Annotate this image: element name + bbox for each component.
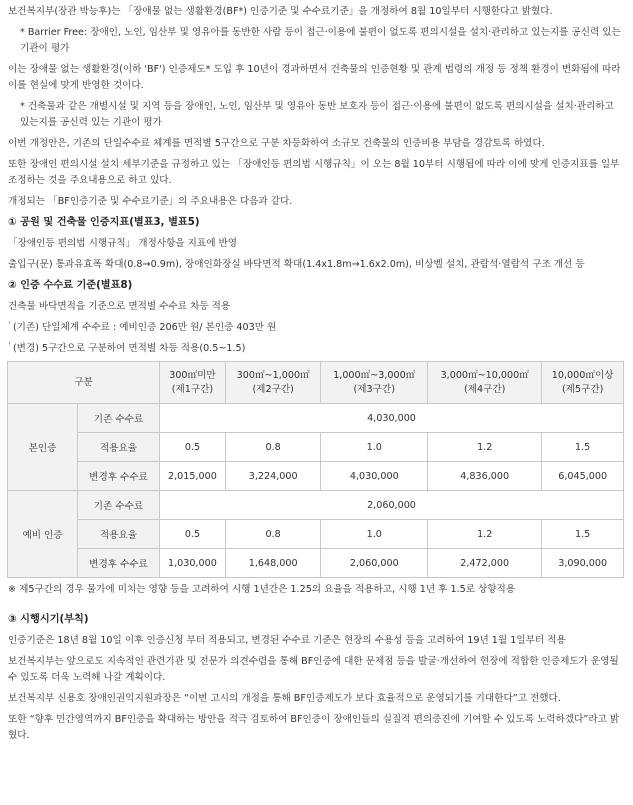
header-tier-3: 1,000㎡~3,000㎡ (제3구간) [321,362,428,404]
section3-line2: 보건복지부는 앞으로도 지속적인 관련기관 및 전문가 의견수렴을 통해 BF인증에 대한 문제점 등을 발굴·개선하여 현장에 적합한 인증제도가 운영될 수 있도록 더욱 노력해 나갈 계획이다. [8,656,619,683]
rate-cell: 1.2 [428,520,542,549]
header-tier-2: 300㎡~1,000㎡ (제2구간) [225,362,321,404]
changed-fee-cell: 2,015,000 [160,462,226,491]
table-row [8,462,624,491]
fee-table-header-row [8,362,624,404]
section3-line1: 인증기준은 18년 8월 10일 이후 인증신청 부터 적용되고, 변경된 수수료 기준은 현장의 수용성 등을 고려하여 19년 1월 1일부터 적용 [8,635,566,646]
system-footnote: * 건축물과 같은 개별시설 및 지역 등을 장애인, 노인, 임산부 및 영유아 동반 보호자 등이 접근·이용에 불편이 없도록 편의시설을 설치·관리하고 있는지를 공신력 있는 기관이 평가 [20,101,614,128]
changed-fee-cell: 2,472,000 [428,549,542,578]
section3-line3: 보건복지부 신용호 장애인권익지원과장은 “이번 고시의 개정을 통해 BF인증제도가 보다 효율적으로 운영되기를 기대한다”고 전했다. [8,693,561,704]
fee-new-text: (변경) 5구간으로 구분하여 면적별 차등 적용(0.5~1.5) [12,343,246,354]
rate-cell: 1.0 [321,433,428,462]
section1-heading: ① 공원 및 건축물 인증지표(별표3, 별표5) [8,217,200,228]
rate-cell: 1.5 [542,520,624,549]
section2-line1: 건축물 바닥면적을 기준으로 면적별 수수료 차등 적용 [8,301,231,312]
bullet-marker-icon: ' [8,320,11,331]
fee-table [7,361,624,578]
table-row [8,404,624,433]
rate-cell: 1.2 [428,433,542,462]
rate-cell: 1.5 [542,433,624,462]
section3-heading: ③ 시행시기(부칙) [8,614,89,625]
header-category: 구분 [8,362,160,404]
changed-fee-cell: 3,224,000 [225,462,321,491]
table-row [8,433,624,462]
changed-fee-cell: 2,060,000 [321,549,428,578]
group-pre-cert: 예비 인증 [8,491,78,578]
changed-fee-label: 변경후 수수료 [78,549,160,578]
bf-footnote: * Barrier Free: 장애인, 노인, 임산부 및 영유아를 동반한 사람 등이 접근·이용에 불편이 없도록 편의시설을 설치·관리하고 있는지를 공신력 있는 기관이 평가 [20,27,621,54]
base-fee-label: 기존 수수료 [78,404,160,433]
changed-fee-cell: 3,090,000 [542,549,624,578]
rate-label: 적용요율 [78,520,160,549]
base-fee-value: 2,060,000 [160,491,624,520]
rate-cell: 1.0 [321,520,428,549]
rate-cell: 0.8 [225,433,321,462]
system-paragraph: 이는 장애물 없는 생활환경(이하 'BF') 인증제도* 도입 후 10년이 경과하면서 건축물의 인증현황 및 관계 법령의 개정 등 정책 환경이 변화됨에 따라 이를 현실에 맞게 반영한 것이다. [8,64,621,91]
section1-line2: 출입구(문) 통과유효폭 확대(0.8→0.9m), 장애인화장실 바닥면적 확대(1.4x1.8m→1.6x2.0m), 비상벨 설치, 관람석·열람석 구조 개선 등 [8,259,585,270]
fee-new-bullet [8,341,625,357]
base-fee-value: 4,030,000 [160,404,624,433]
rate-label: 적용요율 [78,433,160,462]
section3-line4: 또한 “향후 민간영역까지 BF인증을 확대하는 방안을 적극 검토하여 BF인증이 장애인들의 실질적 편의증진에 기여할 수 있도록 노력하겠다”라고 밝혔다. [8,714,620,741]
section2-heading: ② 인증 수수료 기준(별표8) [8,280,133,291]
changed-fee-cell: 4,030,000 [321,462,428,491]
changed-fee-cell: 6,045,000 [542,462,624,491]
changed-fee-cell: 1,648,000 [225,549,321,578]
header-tier-1: 300㎡미만 (제1구간) [160,362,226,404]
intro-paragraph: 보건복지부(장관 박능후)는 「장애물 없는 생활환경(BF*) 인증기준 및 수수료기준」을 개정하여 8월 10일부터 시행한다고 밝혔다. [8,6,553,17]
rate-cell: 0.5 [160,520,226,549]
table-footnote: ※ 제5구간의 경우 물가에 미치는 영향 등을 고려하여 시행 1년간은 1.25의 요율을 적용하고, 시행 1년 후 1.5로 상향적용 [8,584,516,595]
section1-line1: 「장애인등 편의법 시행규칙」 개정사항을 지표에 반영 [8,238,238,249]
rate-cell: 0.5 [160,433,226,462]
table-row [8,491,624,520]
header-tier-5: 10,000㎡이상 (제5구간) [542,362,624,404]
rate-cell: 0.8 [225,520,321,549]
table-row [8,520,624,549]
changed-fee-cell: 1,030,000 [160,549,226,578]
group-main-cert: 본인증 [8,404,78,491]
changed-fee-cell: 4,836,000 [428,462,542,491]
changed-fee-label: 변경후 수수료 [78,462,160,491]
header-tier-4: 3,000㎡~10,000㎡ (제4구간) [428,362,542,404]
fee-old-bullet [8,320,625,336]
table-row [8,549,624,578]
change-paragraph-1: 이번 개정안은, 기존의 단일수수료 체계를 면적별 5구간으로 구분 차등화하여 소규모 건축물의 인증비용 부담을 경감토록 하였다. [8,138,545,149]
main-content-intro: 개정되는 「BF인증기준 및 수수료기준」의 주요내용은 다음과 같다. [8,196,293,207]
change-paragraph-2: 또한 장애인 편의시설 설치 세부기준을 규정하고 있는 「장애인등 편의법 시행규칙」이 오는 8월 10부터 시행됨에 따라 이에 맞게 인증지표를 일부 조정하는 것을 주요내용으로 하고 있다. [8,159,620,186]
fee-old-text: (기존) 단일체계 수수료 : 예비인증 206만 원/ 본인증 403만 원 [12,322,277,333]
base-fee-label: 기존 수수료 [78,491,160,520]
bullet-marker-icon: ' [8,341,11,352]
